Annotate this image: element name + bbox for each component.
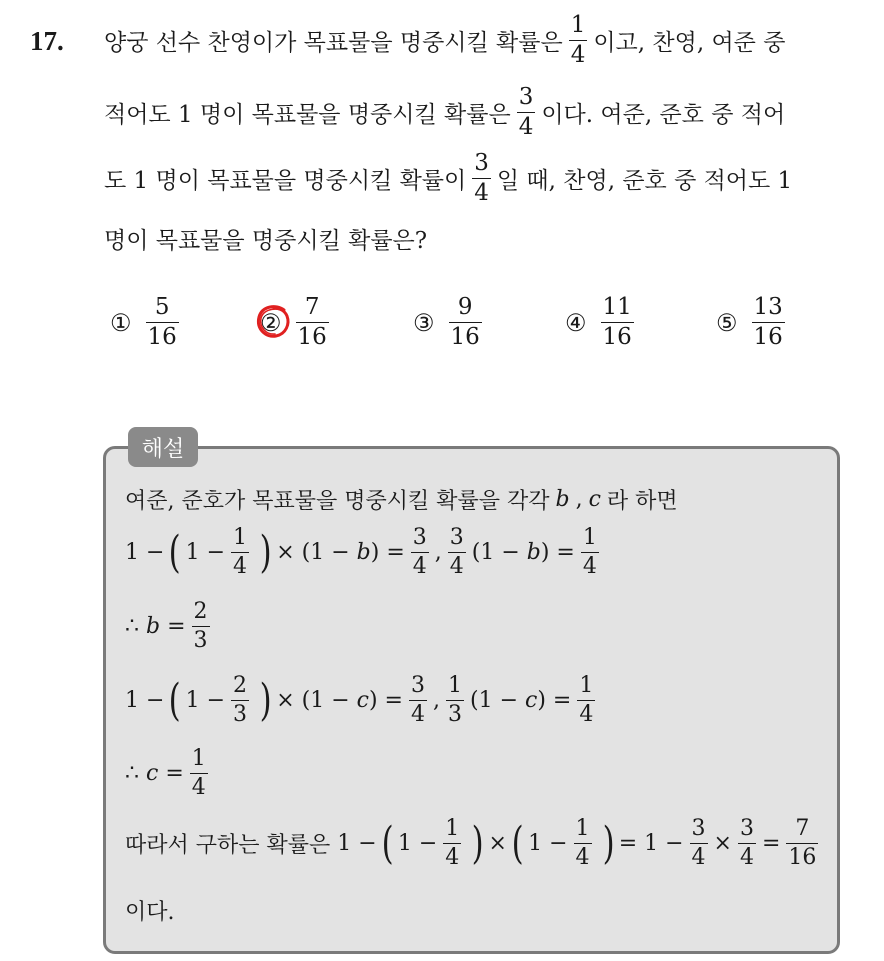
solution-tag: 해설 — [128, 427, 198, 467]
fraction: $\frac{1}{4}$ — [570, 12, 586, 68]
question-line-2: 적어도 1 명이 목표물을 명중시킬 확률은 $\frac{3}{4}$ 이다. 여준, 준호 중 적어 — [104, 84, 786, 140]
choice-mark: ① — [110, 308, 132, 337]
solution-eq-b: ∴ b = $\frac{2}{3}$ — [125, 599, 208, 653]
solution-line-1: 여준, 준호가 목표물을 명중시킬 확률을 각각 b , c 라 하면 — [125, 487, 678, 514]
solution-eq-2: 1 − ( 1 − $\frac{2}{3}$ ) × (1 − c) = $\frac{3}{4}$ , $\frac{1}{3}$ (1 − c) = $\frac{1}{4}$ — [125, 673, 594, 727]
choice-4[interactable]: ④ $\frac{11}{16}$ — [565, 294, 632, 350]
choice-3[interactable]: ③ $\frac{9}{16}$ — [413, 294, 480, 350]
choice-1[interactable]: ① $\frac{5}{16}$ — [110, 294, 177, 350]
fraction: $\frac{3}{4}$ — [474, 150, 489, 206]
choice-5[interactable]: ⑤ $\frac{13}{16}$ — [716, 294, 783, 350]
choice-mark: ③ — [413, 308, 435, 337]
question-line-4: 명이 목표물을 명중시킬 확률은? — [104, 228, 428, 254]
choice-mark: ⑤ — [716, 308, 738, 337]
solution-eq-1: 1 − ( 1 − $\frac{1}{4}$ ) × (1 − b) = $\frac{3}{4}$ , $\frac{3}{4}$ (1 − b) = $\frac{1}{4}$ — [125, 525, 597, 579]
question-number: 17. — [30, 26, 64, 56]
choice-mark: ② — [260, 308, 282, 337]
fraction: $\frac{3}{4}$ — [518, 84, 534, 140]
answer-circle-mark — [254, 302, 294, 342]
question-line-1: 양궁 선수 찬영이가 목표물을 명중시킬 확률은 $\frac{1}{4}$ 이고, 찬영, 여준 중 — [104, 12, 786, 68]
choice-mark: ④ — [565, 308, 587, 337]
question-line-3: 도 1 명이 목표물을 명중시킬 확률이 $\frac{3}{4}$ 일 때, 찬영, 준호 중 적어도 1 — [104, 150, 793, 206]
solution-final: 따라서 구하는 확률은 1 − ( 1 − $\frac{1}{4}$ ) × ( 1 − $\frac{1}{4}$ ) = 1 − $\frac{3}{4}$ × $\frac{3}{4}$ = $\frac{7}{16}$ — [125, 816, 817, 870]
solution-ending: 이다. — [125, 900, 175, 925]
choice-2[interactable]: ② $\frac{7}{16}$ — [260, 294, 327, 350]
solution-eq-c: ∴ c = $\frac{1}{4}$ — [125, 746, 206, 800]
